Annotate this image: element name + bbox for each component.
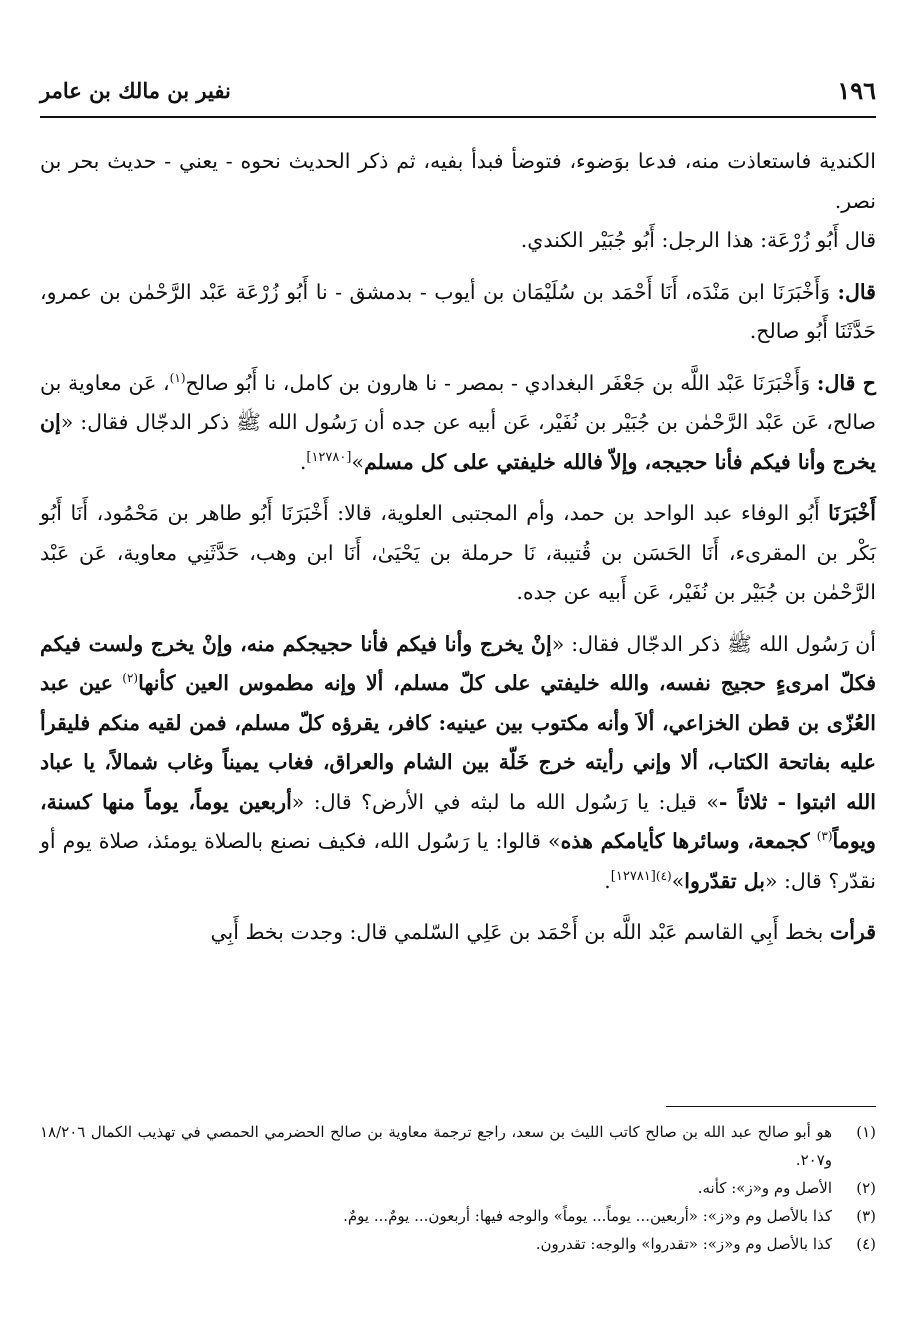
paragraph-6 bbox=[40, 625, 876, 902]
footnote-ref-3[interactable]: (٣) bbox=[816, 829, 833, 844]
footnotes bbox=[40, 1118, 876, 1258]
footnote-text: كذا بالأصل وم و«ز»: «تقدروا» والوجه: تقدرون. bbox=[535, 1235, 832, 1253]
running-title: نفير بن مالك بن عامر bbox=[40, 78, 231, 103]
footnote-3 bbox=[40, 1202, 876, 1230]
paragraph-6-text-a: أن رَسُول الله ﷺ ذكر الدجّال فقال: « bbox=[551, 631, 876, 656]
footnote-number: (٣) bbox=[856, 1207, 876, 1225]
paragraph-4 bbox=[40, 364, 876, 483]
hadith-text-2e: بل تقدّروا bbox=[684, 868, 765, 893]
paragraph-2-text: قال أَبُو زُرْعَة: هذا الرجل: أَبُو جُبَيْر الكندي. bbox=[520, 228, 876, 252]
paragraph-3-lead: قال: bbox=[837, 279, 876, 304]
page-number: ١٩٦ bbox=[837, 76, 876, 105]
paragraph-3-text: وَأَخْبَرَنَا ابن مَنْدَه، أَنَا أَحْمَد بن سُلَيْمَان بن أيوب - بدمشق - نا أَبُو زُرْعَة عَبْد الرَّحْمٰن بن عمرو، حَدَّثَنَا أَبُو صالح. bbox=[40, 279, 876, 343]
paragraph-7-lead: قرأت bbox=[829, 920, 876, 944]
period-1: . bbox=[299, 449, 307, 474]
footnote-text: كذا بالأصل وم و«ز»: «أربعين... يوماً... يوماً» والوجه فيها: أربعون... يومٌ... يومٌ. bbox=[343, 1207, 832, 1225]
footnote-number: (٢) bbox=[856, 1179, 876, 1197]
paragraph-4-lead: ح قال: bbox=[816, 370, 876, 395]
paragraph-5 bbox=[40, 494, 876, 613]
footnote-number: (١) bbox=[856, 1123, 876, 1141]
footnote-1 bbox=[40, 1118, 876, 1174]
paragraph-3 bbox=[40, 273, 876, 352]
quote-close-2: » bbox=[671, 868, 685, 893]
paragraph-1-text: الكندية فاستعاذت منه، فدعا بوَضوء، فتوضأ فبدأ بفيه، ثم ذكر الحديث نحوه - يعني - حديث بحر بن نصر. bbox=[40, 149, 876, 213]
footnote-rule bbox=[666, 1106, 876, 1107]
hadith-text-2c: أربعين يوماً، يوماً منها كسنة، ويوماً bbox=[40, 789, 876, 853]
hadith-number-1: [١٢٧٨٠] bbox=[306, 449, 352, 465]
footnote-text: هو أبو صالح عبد الله بن صالح كاتب الليث بن سعد، راجع ترجمة معاوية بن صالح الحضرمي الحمصي في تهذيب الكمال ١٨/٢٠٦ و٢٠٧. bbox=[40, 1123, 832, 1169]
footnote-number: (٤) bbox=[856, 1235, 876, 1253]
paragraph-5-lead: أَخْبَرَنَا bbox=[828, 501, 876, 525]
hadith-text-2a: إنْ يخرج وأنا فيكم فأنا حجيجكم منه، وإنْ يخرج ولست فيكم فكلّ امرىءٍ حجيج نفسه، والله خليفتي على كلّ مسلم، ألا وإنه مطموس العين كأنها bbox=[40, 631, 876, 695]
paragraph-2 bbox=[40, 221, 876, 261]
hadith-text-2d: كجمعة، وسائرها كأيامكم هذه bbox=[560, 829, 810, 853]
running-head bbox=[40, 76, 876, 112]
period-2: . bbox=[604, 868, 611, 893]
paragraph-4-text-a: وَأَخْبَرَنَا عَبْد اللَّه بن جَعْفَر البغدادي - بمصر - نا هارون بن كامل، نا أَبُو صالح bbox=[185, 370, 811, 395]
footnote-text: الأصل وم و«ز»: كأنه. bbox=[697, 1179, 832, 1197]
hadith-number-2: [١٢٧٨١] bbox=[610, 868, 656, 884]
footnote-2 bbox=[40, 1174, 876, 1202]
hadith-text-1: إن يخرج وأنا فيكم فأنا حجيجه، وإلاّ فالله خليفتي على كل مسلم bbox=[40, 410, 876, 474]
paragraph-7-text: بخط أَبِي القاسم عَبْد اللَّه بن أَحْمَد بن عَلِي السّلمي قال: وجدت بخط أَبِي bbox=[210, 920, 824, 944]
hadith-text-2b: عين عبد العُزّى بن قطن الخزاعي، ألاَ وأنه مكتوب بين عينيه: كافر، يقرؤه كلّ مسلم، فمن لقيه منكم فليقرأ عليه بفاتحة الكتاب، ألا وإني رأيته خرج خَلّة بين الشام والعراق، فغاب يميناً وغاب شمالاً، يا عباد الله اثبتوا - ثلاثاً - bbox=[40, 671, 876, 814]
paragraph-7 bbox=[40, 913, 876, 953]
footnote-4 bbox=[40, 1230, 876, 1258]
main-text bbox=[40, 142, 876, 965]
header-rule bbox=[40, 116, 876, 118]
paragraph-4-text-b: ، عَن معاوية بن صالح، عَن عَبْد الرَّحْمٰن بن جُبَيْر بن نُفَيْر، عَن أبيه عن جده أن رَسُول الله ﷺ ذكر الدجّال فقال: « bbox=[40, 370, 876, 434]
footnote-ref-1[interactable]: (١) bbox=[169, 370, 186, 385]
quote-close-1: » bbox=[351, 449, 364, 474]
paragraph-6-text-b: » قيل: يا رَسُول الله ما لبثه في الأرض؟ قال: « bbox=[291, 789, 719, 814]
footnote-ref-4[interactable]: (٤) bbox=[655, 868, 672, 883]
footnote-ref-2[interactable]: (٢) bbox=[122, 671, 139, 686]
paragraph-6-text-c: » قالوا: يا رَسُول الله، فكيف نصنع بالصلاة يومئذ، صلاة يوم أو نقدّر؟ قال: « bbox=[40, 829, 876, 893]
paragraph-5-text: أَبُو الوفاء عبد الواحد بن حمد، وأم المجتبى العلوية، قالا: أَخْبَرَنَا أَبُو طاهر بن مَحْمُود، أَنَا أَبُو بَكْر بن المقرىء، أَنَا الحَسَن بن قُتيبة، نَا حرملة بن يَحْيَىٰ، أَنَا ابن وهب، حَدَّثَنِي معاوية، عَن عَبْد الرَّحْمٰن بن جُبَيْر بن نُفَيْر، عَن أَبيه عن جده. bbox=[40, 501, 876, 604]
paragraph-1 bbox=[40, 142, 876, 221]
